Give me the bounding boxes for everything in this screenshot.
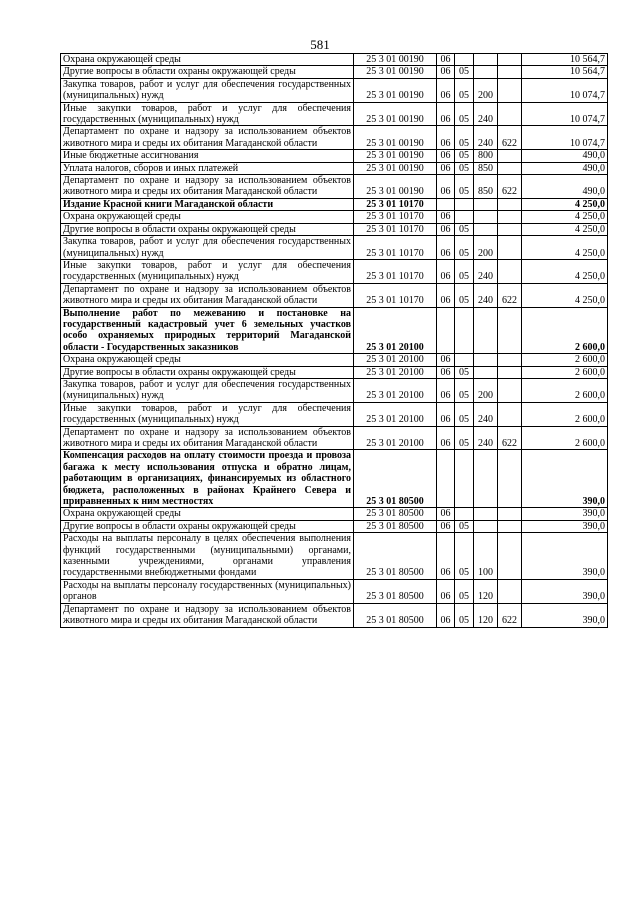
row-administrator-cell (498, 236, 522, 260)
row-administrator-cell (498, 450, 522, 508)
row-subsection-cell: 05 (455, 533, 474, 580)
row-subsection-cell: 05 (455, 175, 474, 199)
row-name-cell: Охрана окружающей среды (61, 354, 354, 366)
row-code-cell: 25 3 01 20100 (354, 426, 437, 450)
row-section-cell: 06 (437, 175, 455, 199)
row-expense-type-cell (474, 366, 498, 378)
row-amount-cell: 2 600,0 (522, 378, 608, 402)
row-amount-cell: 390,0 (522, 520, 608, 532)
table-row (61, 366, 608, 378)
table-row (61, 520, 608, 532)
table-row (61, 175, 608, 199)
row-amount-cell: 2 600,0 (522, 354, 608, 366)
row-administrator-cell: 622 (498, 126, 522, 150)
row-expense-type-cell (474, 307, 498, 354)
row-amount-cell: 4 250,0 (522, 211, 608, 223)
row-code-cell: 25 3 01 00190 (354, 102, 437, 126)
row-name-cell: Издание Красной книги Магаданской области (61, 198, 354, 210)
row-expense-type-cell: 240 (474, 283, 498, 307)
row-section-cell: 06 (437, 533, 455, 580)
row-name-cell: Уплата налогов, сборов и иных платежей (61, 162, 354, 174)
row-expense-type-cell (474, 354, 498, 366)
row-code-cell: 25 3 01 00190 (354, 175, 437, 199)
row-expense-type-cell: 120 (474, 579, 498, 603)
row-code-cell: 25 3 01 10170 (354, 283, 437, 307)
table-row (61, 426, 608, 450)
table-row (61, 283, 608, 307)
table-row (61, 402, 608, 426)
row-code-cell: 25 3 01 10170 (354, 211, 437, 223)
row-code-cell: 25 3 01 80500 (354, 603, 437, 627)
row-amount-cell: 4 250,0 (522, 198, 608, 210)
row-amount-cell: 10 074,7 (522, 102, 608, 126)
table-row (61, 198, 608, 210)
row-section-cell: 06 (437, 150, 455, 162)
row-administrator-cell (498, 198, 522, 210)
row-amount-cell: 10 564,7 (522, 66, 608, 78)
row-amount-cell: 2 600,0 (522, 307, 608, 354)
row-code-cell: 25 3 01 80500 (354, 520, 437, 532)
row-subsection-cell: 05 (455, 426, 474, 450)
row-section-cell: 06 (437, 162, 455, 174)
row-amount-cell: 390,0 (522, 533, 608, 580)
row-expense-type-cell: 850 (474, 162, 498, 174)
budget-table-body (61, 54, 608, 628)
table-row (61, 508, 608, 520)
row-section-cell: 06 (437, 508, 455, 520)
row-name-cell: Департамент по охране и надзору за использованием объектов животного мира и среды их обитания Магаданской области (61, 426, 354, 450)
row-name-cell: Компенсация расходов на оплату стоимости проезда и провоза багажа к месту использования отпуска и обратно лицам, работающим в организациях, финансируемых из областного бюджета, расположенных в районах Крайнего Севера и приравненных к ним местностях (61, 450, 354, 508)
row-section-cell: 06 (437, 283, 455, 307)
row-expense-type-cell (474, 450, 498, 508)
row-code-cell: 25 3 01 20100 (354, 366, 437, 378)
row-expense-type-cell: 240 (474, 402, 498, 426)
row-section-cell: 06 (437, 223, 455, 235)
table-row (61, 236, 608, 260)
row-expense-type-cell (474, 66, 498, 78)
row-code-cell: 25 3 01 10170 (354, 223, 437, 235)
row-section-cell: 06 (437, 378, 455, 402)
row-expense-type-cell (474, 211, 498, 223)
row-administrator-cell (498, 162, 522, 174)
row-amount-cell: 390,0 (522, 450, 608, 508)
table-row (61, 150, 608, 162)
row-expense-type-cell: 100 (474, 533, 498, 580)
row-subsection-cell (455, 508, 474, 520)
row-name-cell: Другие вопросы в области охраны окружающей среды (61, 520, 354, 532)
row-code-cell: 25 3 01 80500 (354, 450, 437, 508)
row-expense-type-cell (474, 520, 498, 532)
table-row (61, 354, 608, 366)
row-administrator-cell (498, 520, 522, 532)
row-subsection-cell: 05 (455, 150, 474, 162)
row-code-cell: 25 3 01 20100 (354, 307, 437, 354)
row-amount-cell: 390,0 (522, 579, 608, 603)
row-administrator-cell (498, 366, 522, 378)
row-name-cell: Другие вопросы в области охраны окружающей среды (61, 66, 354, 78)
row-amount-cell: 4 250,0 (522, 223, 608, 235)
row-expense-type-cell: 240 (474, 426, 498, 450)
row-code-cell: 25 3 01 20100 (354, 378, 437, 402)
row-code-cell: 25 3 01 10170 (354, 198, 437, 210)
row-section-cell: 06 (437, 402, 455, 426)
row-administrator-cell (498, 259, 522, 283)
table-row (61, 259, 608, 283)
row-subsection-cell: 05 (455, 162, 474, 174)
row-code-cell: 25 3 01 80500 (354, 579, 437, 603)
row-subsection-cell: 05 (455, 283, 474, 307)
budget-table (60, 53, 608, 628)
row-administrator-cell (498, 150, 522, 162)
row-subsection-cell: 05 (455, 366, 474, 378)
row-subsection-cell (455, 307, 474, 354)
row-subsection-cell: 05 (455, 378, 474, 402)
row-subsection-cell (455, 198, 474, 210)
table-row (61, 378, 608, 402)
row-expense-type-cell: 240 (474, 102, 498, 126)
row-section-cell: 06 (437, 66, 455, 78)
row-amount-cell: 10 074,7 (522, 126, 608, 150)
row-expense-type-cell: 800 (474, 150, 498, 162)
table-row (61, 102, 608, 126)
row-section-cell: 06 (437, 126, 455, 150)
row-section-cell (437, 450, 455, 508)
row-amount-cell: 4 250,0 (522, 283, 608, 307)
row-code-cell: 25 3 01 00190 (354, 54, 437, 66)
row-subsection-cell: 05 (455, 78, 474, 102)
row-administrator-cell (498, 533, 522, 580)
row-administrator-cell: 622 (498, 283, 522, 307)
row-section-cell: 06 (437, 54, 455, 66)
row-code-cell: 25 3 01 00190 (354, 78, 437, 102)
row-section-cell: 06 (437, 102, 455, 126)
row-administrator-cell (498, 102, 522, 126)
row-name-cell: Другие вопросы в области охраны окружающей среды (61, 366, 354, 378)
row-section-cell (437, 198, 455, 210)
row-code-cell: 25 3 01 00190 (354, 66, 437, 78)
table-row (61, 162, 608, 174)
row-subsection-cell: 05 (455, 223, 474, 235)
row-subsection-cell: 05 (455, 102, 474, 126)
row-subsection-cell: 05 (455, 236, 474, 260)
row-administrator-cell (498, 307, 522, 354)
row-expense-type-cell: 200 (474, 78, 498, 102)
table-row (61, 126, 608, 150)
row-name-cell: Выполнение работ по межеванию и постановке на государственный кадастровый учет 6 земельных участков особо охраняемых природных территорий Магаданской области - Государственных заказников (61, 307, 354, 354)
row-name-cell: Департамент по охране и надзору за использованием объектов животного мира и среды их обитания Магаданской области (61, 126, 354, 150)
row-amount-cell: 490,0 (522, 175, 608, 199)
row-name-cell: Охрана окружающей среды (61, 54, 354, 66)
row-amount-cell: 390,0 (522, 603, 608, 627)
row-subsection-cell (455, 54, 474, 66)
table-row (61, 450, 608, 508)
row-name-cell: Закупка товаров, работ и услуг для обеспечения государственных (муниципальных) нужд (61, 378, 354, 402)
row-code-cell: 25 3 01 10170 (354, 259, 437, 283)
row-subsection-cell: 05 (455, 259, 474, 283)
row-administrator-cell (498, 579, 522, 603)
row-name-cell: Охрана окружающей среды (61, 211, 354, 223)
row-expense-type-cell (474, 198, 498, 210)
table-row (61, 211, 608, 223)
row-section-cell: 06 (437, 366, 455, 378)
row-section-cell: 06 (437, 78, 455, 102)
row-expense-type-cell: 240 (474, 126, 498, 150)
row-expense-type-cell (474, 223, 498, 235)
row-administrator-cell (498, 354, 522, 366)
row-subsection-cell (455, 354, 474, 366)
row-code-cell: 25 3 01 00190 (354, 150, 437, 162)
row-expense-type-cell (474, 508, 498, 520)
row-administrator-cell (498, 66, 522, 78)
row-name-cell: Расходы на выплаты персоналу в целях обеспечения выполнения функций государственными (муниципальными) органами, казенными учреждениями, органами управления государственными внебюджетными фондами (61, 533, 354, 580)
row-administrator-cell (498, 508, 522, 520)
row-amount-cell: 2 600,0 (522, 426, 608, 450)
row-administrator-cell: 622 (498, 603, 522, 627)
row-name-cell: Иные закупки товаров, работ и услуг для обеспечения государственных (муниципальных) нужд (61, 259, 354, 283)
row-amount-cell: 4 250,0 (522, 259, 608, 283)
row-section-cell: 06 (437, 354, 455, 366)
row-section-cell: 06 (437, 259, 455, 283)
row-name-cell: Другие вопросы в области охраны окружающей среды (61, 223, 354, 235)
row-section-cell: 06 (437, 426, 455, 450)
row-section-cell: 06 (437, 579, 455, 603)
table-row (61, 603, 608, 627)
row-administrator-cell (498, 223, 522, 235)
row-administrator-cell (498, 54, 522, 66)
table-row (61, 78, 608, 102)
row-section-cell: 06 (437, 603, 455, 627)
row-code-cell: 25 3 01 80500 (354, 533, 437, 580)
row-administrator-cell: 622 (498, 175, 522, 199)
row-name-cell: Департамент по охране и надзору за использованием объектов животного мира и среды их обитания Магаданской области (61, 603, 354, 627)
row-expense-type-cell (474, 54, 498, 66)
row-code-cell: 25 3 01 20100 (354, 402, 437, 426)
row-name-cell: Охрана окружающей среды (61, 508, 354, 520)
row-amount-cell: 4 250,0 (522, 236, 608, 260)
row-name-cell: Иные закупки товаров, работ и услуг для обеспечения государственных (муниципальных) нужд (61, 402, 354, 426)
row-amount-cell: 10 074,7 (522, 78, 608, 102)
table-row (61, 533, 608, 580)
table-row (61, 54, 608, 66)
row-section-cell: 06 (437, 236, 455, 260)
row-subsection-cell: 05 (455, 126, 474, 150)
row-expense-type-cell: 200 (474, 236, 498, 260)
row-amount-cell: 490,0 (522, 150, 608, 162)
row-subsection-cell: 05 (455, 402, 474, 426)
row-subsection-cell (455, 450, 474, 508)
row-amount-cell: 490,0 (522, 162, 608, 174)
row-name-cell: Расходы на выплаты персоналу государственных (муниципальных) органов (61, 579, 354, 603)
row-name-cell: Закупка товаров, работ и услуг для обеспечения государственных (муниципальных) нужд (61, 78, 354, 102)
row-administrator-cell (498, 402, 522, 426)
table-row (61, 66, 608, 78)
row-administrator-cell: 622 (498, 426, 522, 450)
row-code-cell: 25 3 01 20100 (354, 354, 437, 366)
row-expense-type-cell: 240 (474, 259, 498, 283)
row-subsection-cell: 05 (455, 603, 474, 627)
row-code-cell: 25 3 01 00190 (354, 162, 437, 174)
row-amount-cell: 10 564,7 (522, 54, 608, 66)
row-expense-type-cell: 200 (474, 378, 498, 402)
row-administrator-cell (498, 211, 522, 223)
row-subsection-cell: 05 (455, 66, 474, 78)
row-amount-cell: 390,0 (522, 508, 608, 520)
row-section-cell (437, 307, 455, 354)
table-row (61, 223, 608, 235)
row-name-cell: Иные бюджетные ассигнования (61, 150, 354, 162)
row-code-cell: 25 3 01 10170 (354, 236, 437, 260)
table-row (61, 307, 608, 354)
row-code-cell: 25 3 01 80500 (354, 508, 437, 520)
row-subsection-cell (455, 211, 474, 223)
row-name-cell: Департамент по охране и надзору за использованием объектов животного мира и среды их обитания Магаданской области (61, 175, 354, 199)
row-name-cell: Департамент по охране и надзору за использованием объектов животного мира и среды их обитания Магаданской области (61, 283, 354, 307)
page-number: 581 (310, 37, 330, 52)
row-expense-type-cell: 120 (474, 603, 498, 627)
row-section-cell: 06 (437, 520, 455, 532)
row-administrator-cell (498, 378, 522, 402)
row-amount-cell: 2 600,0 (522, 366, 608, 378)
row-name-cell: Закупка товаров, работ и услуг для обеспечения государственных (муниципальных) нужд (61, 236, 354, 260)
row-expense-type-cell: 850 (474, 175, 498, 199)
row-name-cell: Иные закупки товаров, работ и услуг для обеспечения государственных (муниципальных) нужд (61, 102, 354, 126)
row-administrator-cell (498, 78, 522, 102)
row-amount-cell: 2 600,0 (522, 402, 608, 426)
row-code-cell: 25 3 01 00190 (354, 126, 437, 150)
row-subsection-cell: 05 (455, 520, 474, 532)
table-row (61, 579, 608, 603)
row-section-cell: 06 (437, 211, 455, 223)
row-subsection-cell: 05 (455, 579, 474, 603)
